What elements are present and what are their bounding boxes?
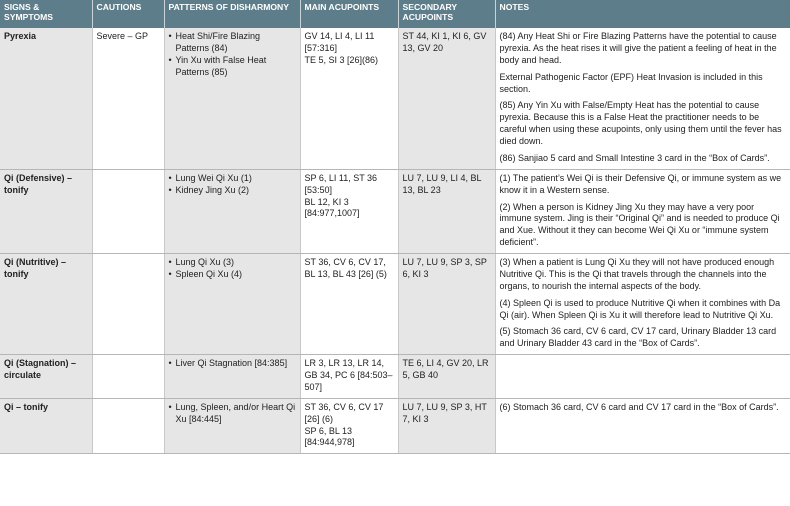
header-secondary-acupoints: SECONDARY ACUPOINTS: [398, 0, 495, 28]
main-acupoints-cell: [300, 28, 398, 169]
note-paragraph: (4) Spleen Qi is used to produce Nutritive Qi when it combines with Da Qi (air). When Spleen Qi is Xu it will therefore lead to Nutritive Qi Xu.: [499, 297, 781, 320]
pattern-item: • Kidney Jing Xu (2): [169, 185, 296, 197]
notes-cell: [495, 398, 790, 454]
cautions-cell: [92, 355, 164, 399]
notes-cell: [495, 254, 790, 355]
header-signs: SIGNS & SYMPTOMS: [0, 0, 92, 28]
main-acupoints-cell: [300, 169, 398, 253]
signs-cell: Qi – tonify: [0, 398, 92, 454]
table-row: [0, 169, 790, 253]
main-acupoints-cell: [300, 254, 398, 355]
pattern-item: • Heat Shi/Fire Blazing Patterns (84): [169, 31, 296, 55]
pattern-list: [169, 31, 296, 79]
table-row: [0, 398, 790, 454]
signs-cell: Pyrexia: [0, 28, 92, 169]
cautions-cell: [92, 398, 164, 454]
pattern-item: • Spleen Qi Xu (4): [169, 269, 296, 281]
header-patterns: PATTERNS OF DISHARMONY: [164, 0, 300, 28]
secondary-acupoints-cell: LU 7, LU 9, SP 3, SP 6, KI 3: [398, 254, 495, 355]
table-row: [0, 254, 790, 355]
pattern-item: • Liver Qi Stagnation [84:385]: [169, 358, 296, 370]
acupoint-line: SP 6, LI 11, ST 36 [53:50]: [304, 172, 378, 195]
cautions-cell: [92, 254, 164, 355]
cautions-cell: Severe – GP: [92, 28, 164, 169]
pattern-list: [169, 358, 296, 370]
header-main-acupoints: MAIN ACUPOINTS: [300, 0, 398, 28]
pattern-item: • Lung Wei Qi Xu (1): [169, 173, 296, 185]
patterns-cell: [164, 254, 300, 355]
patterns-cell: [164, 28, 300, 169]
acupoint-line: GV 14, LI 4, LI 11 [57:316]: [304, 31, 375, 53]
patterns-cell: [164, 398, 300, 454]
note-paragraph: (85) Any Yin Xu with False/Empty Heat has the potential to cause pyrexia. Because this is a False Heat the practitioner needs to be careful when using these acupoints, only using them until the fever has died down.: [499, 100, 782, 146]
note-paragraph: External Pathogenic Factor (EPF) Heat Invasion is included in this section.: [499, 71, 763, 94]
pattern-list: [169, 257, 296, 281]
main-acupoints-cell: [300, 398, 398, 454]
notes-cell: [495, 169, 790, 253]
header-row: [0, 0, 790, 28]
header-cautions: CAUTIONS: [92, 0, 164, 28]
note-paragraph: (86) Sanjiao 5 card and Small Intestine 3 card in the “Box of Cards”.: [499, 152, 770, 163]
pattern-item: • Lung, Spleen, and/or Heart Qi Xu [84:445]: [169, 402, 296, 426]
cautions-cell: [92, 169, 164, 253]
pattern-item: • Yin Xu with False Heat Patterns (85): [169, 55, 296, 79]
header-notes: NOTES: [495, 0, 790, 28]
acupoint-line: ST 36, CV 6, CV 17 [26] (6): [304, 401, 384, 424]
pattern-item: • Lung Qi Xu (3): [169, 257, 296, 269]
patterns-cell: [164, 169, 300, 253]
table-row: [0, 355, 790, 399]
acupoint-line: ST 36, CV 6, CV 17, BL 13, BL 43 [26] (5): [304, 257, 387, 279]
table-row: [0, 28, 790, 169]
note-paragraph: (1) The patient’s Wei Qi is their Defensive Qi, or immune system as we know it in a Western sense.: [499, 172, 782, 195]
acupoint-line: LR 3, LR 13, LR 14, GB 34, PC 6 [84:503–507]: [304, 358, 393, 392]
note-paragraph: (84) Any Heat Shi or Fire Blazing Patterns have the potential to cause pyrexia. As the heat rises it will give the patient a feeling of heat in the body and head.: [499, 31, 777, 65]
pattern-list: [169, 402, 296, 426]
main-acupoints-cell: [300, 355, 398, 399]
note-paragraph: (3) When a patient is Lung Qi Xu they will not have produced enough Nutritive Qi. This is the Qi that travels through the channels into the organs, to nourish the internal aspects of the body.: [499, 257, 775, 291]
pattern-list: [169, 173, 296, 197]
notes-cell: [495, 28, 790, 169]
signs-cell: Qi (Nutritive) – tonify: [0, 254, 92, 355]
acupoint-line: SP 6, BL 13 [84:944,978]: [304, 425, 355, 448]
note-paragraph: (6) Stomach 36 card, CV 6 card and CV 17 card in the “Box of Cards”.: [499, 401, 779, 412]
note-paragraph: (2) When a person is Kidney Jing Xu they may have a very poor immune system. Jing is their “Original Qi” and is needed to produce Qi and Xue. Without it they can become Wei Qi Xu or “immune system deficient”.: [499, 201, 780, 248]
secondary-acupoints-cell: ST 44, KI 1, KI 6, GV 13, GV 20: [398, 28, 495, 169]
acupoint-line: BL 12, KI 3 [84:977,1007]: [304, 196, 360, 219]
signs-cell: Qi (Defensive) – tonify: [0, 169, 92, 253]
notes-cell: [495, 355, 790, 399]
patterns-cell: [164, 355, 300, 399]
secondary-acupoints-cell: TE 6, LI 4, GV 20, LR 5, GB 40: [398, 355, 495, 399]
table-body: [0, 28, 790, 454]
acupoint-line: TE 5, SI 3 [26](86): [304, 54, 379, 65]
secondary-acupoints-cell: LU 7, LU 9, SP 3, HT 7, KI 3: [398, 398, 495, 454]
secondary-acupoints-cell: LU 7, LU 9, LI 4, BL 13, BL 23: [398, 169, 495, 253]
signs-cell: Qi (Stagnation) – circulate: [0, 355, 92, 399]
note-paragraph: (5) Stomach 36 card, CV 6 card, CV 17 card, Urinary Bladder 13 card and Urinary Bladder 43 card in the “Box of Cards”.: [499, 326, 777, 349]
